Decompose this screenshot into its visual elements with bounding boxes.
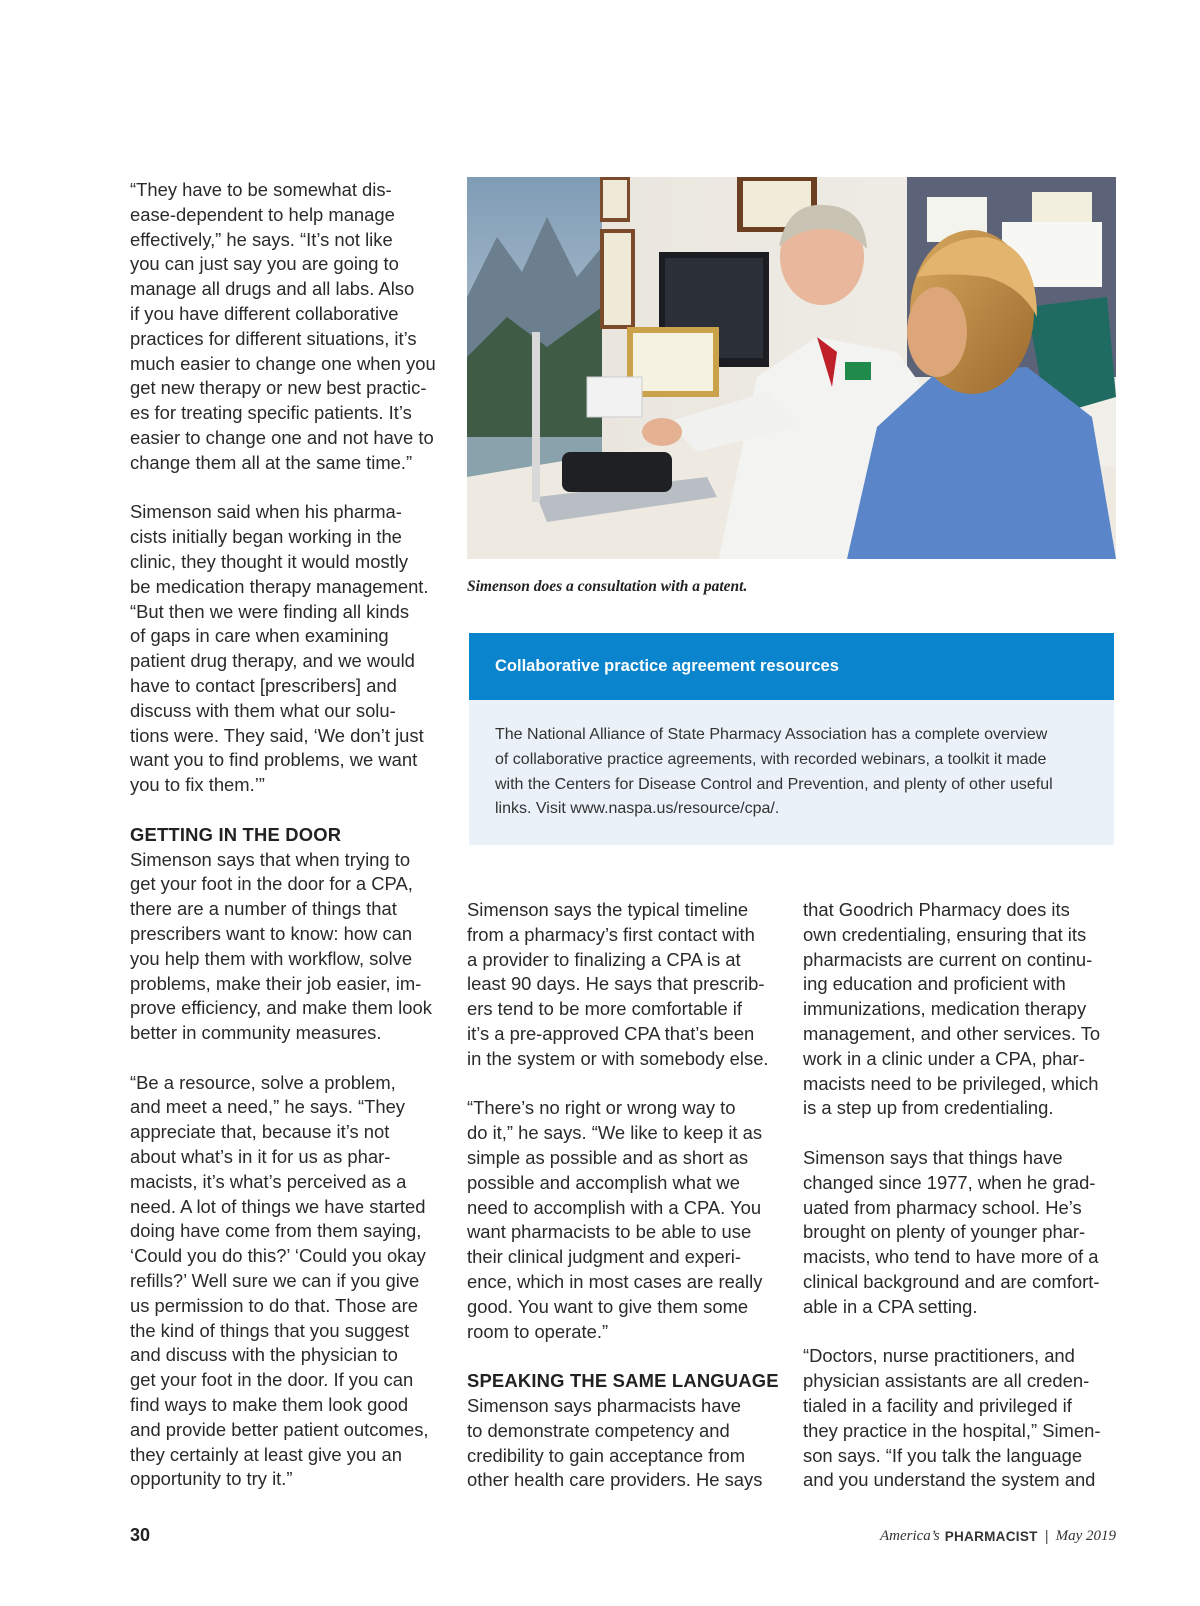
page-number: 30 <box>130 1525 151 1545</box>
body-paragraph: “Be a resource, solve a problem, and meet a need,” he says. “They appreciate that, because it’s not about what’s in it for us as phar- macists, it’s what’s perceived as a need. A lot of things we have started doing have come from them saying, ‘Could you do this?’ ‘Could you okay refills?’ Well sure we can if you give us permission to do that. Those are the kind of things that you suggest and discuss with the physician to get your foot in the door. If you can find ways to make them look good and provide better patient outcomes, they certainly at least give you an opportunity to try it.” <box>130 1071 429 1490</box>
body-paragraph: “There’s no right or wrong way to do it,” he says. “We like to keep it as simple as possible and as short as possible and accomplish what we need to accomplish with a CPA. You want pharmacists to be able to use their clinical judgment and experi- ence, which in most cases are really good. You want to give them some room to operate.” <box>467 1097 763 1342</box>
body-paragraph: Simenson says that when trying to get your foot in the door for a CPA, there are a number of things that prescribers want to know: how can you help them with workflow, solve problems, make their job easier, im- prove efficiency, and make them look better in community measures. <box>130 848 432 1044</box>
left-column <box>130 178 450 1492</box>
magazine-prefix: America’s <box>879 1528 940 1544</box>
middle-column <box>467 898 789 1493</box>
body-paragraph: “Doctors, nurse practitioners, and physician assistants are all creden- tialed in a facility and privileged if they practice in the hospital,” Simen- son says. “If you talk the language and you understand the system and <box>803 1345 1101 1491</box>
body-paragraph: Simenson said when his pharma- cists initially began working in the clinic, they thought it would mostly be medication therapy management. “But then we were finding all kinds of gaps in care when examining patient drug therapy, and we would have to contact [prescribers] and discuss with them what our solu- tions were. They said, ‘We don’t just want you to find problems, we want you to fix them.’” <box>130 501 429 796</box>
body-paragraph: “They have to be somewhat dis- ease-dependent to help manage effectively,” he says. “It’s not like you can just say you are going to manage all drugs and all labs. Also if you have different collaborative practices for different situations, it’s much easier to change one when you get new therapy or new best practic- es for treating specific patients. It’s easier to change one and not have to change them all at the same time.” <box>130 179 436 473</box>
sidebar-body: The National Alliance of State Pharmacy Association has a complete overview of collaborative practice agreements, with recorded webinars, a toolkit it made with the Centers for Disease Control and Prevention, and plenty of other useful links. Visit www.naspa.us/resource/cpa/. <box>495 726 1053 818</box>
running-footer <box>880 1528 1116 1545</box>
photo-caption: Simenson does a consultation with a patent. <box>467 578 748 595</box>
body-paragraph: Simenson says pharmacists have to demonstrate competency and credibility to gain acceptance from other health care providers. He says <box>467 1394 763 1491</box>
sidebar-title: Collaborative practice agreement resources <box>469 633 1114 700</box>
consultation-photo <box>467 177 1116 559</box>
footer-separator: | <box>1044 1528 1049 1545</box>
body-paragraph: Simenson says that things have changed since 1977, when he grad- uated from pharmacy school. He’s brought on plenty of younger phar- macists, who tend to have more of a clinical background and are comfort- able in a CPA setting. <box>803 1146 1100 1317</box>
section-heading: GETTING IN THE DOOR <box>130 823 342 845</box>
body-paragraph: that Goodrich Pharmacy does its own credentialing, ensuring that its pharmacists are current on continu- ing education and proficient with immunizations, medication therapy management, and other services. To work in a clinic under a CPA, phar- macists need to be privileged, which is a step up from credentialing. <box>803 899 1101 1119</box>
magazine-name: PHARMACIST <box>944 1529 1038 1544</box>
right-column <box>803 898 1125 1493</box>
resources-sidebar <box>469 633 1114 845</box>
section-heading: SPEAKING THE SAME LANGUAGE <box>467 1370 779 1392</box>
issue-date: May 2019 <box>1055 1528 1116 1544</box>
body-paragraph: Simenson says the typical timeline from a pharmacy’s first contact with a provider to finalizing a CPA is at least 90 days. He says that prescrib- ers tend to be more comfortable if it’s a pre-approved CPA that’s been in the system or with somebody else. <box>467 899 769 1069</box>
